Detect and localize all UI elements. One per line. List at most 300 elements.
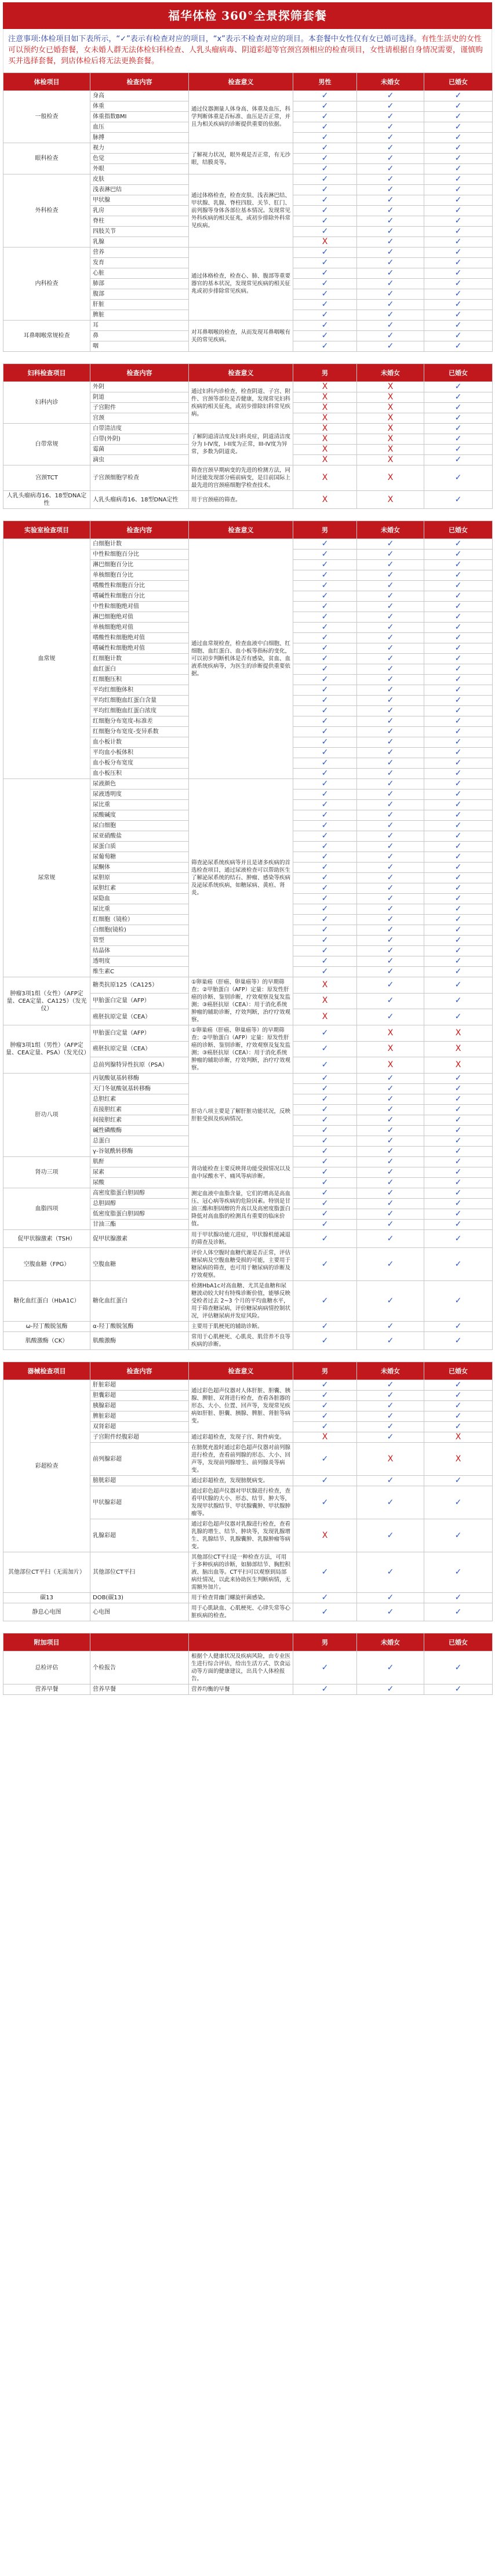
check-icon: ✓ (387, 706, 394, 715)
male-mark (293, 591, 357, 602)
exam-item: 子宫附件经腹彩超 (90, 1432, 189, 1443)
check-icon: ✓ (321, 1094, 329, 1104)
check-icon: ✓ (454, 716, 462, 726)
exam-item: 淋巴细胞百分比 (90, 560, 189, 570)
exam-item: 血红蛋白 (90, 664, 189, 675)
married-female-mark (424, 560, 493, 570)
header-cell: 检查内容 (90, 521, 189, 539)
header-cell: 体检项目 (3, 73, 90, 91)
check-icon: ✓ (387, 842, 394, 851)
table-row (3, 1603, 493, 1621)
cross-icon: X (322, 445, 328, 454)
male-mark (293, 164, 357, 174)
exam-meaning: 通过体格检查，检查皮肤、浅表淋巴结、甲状腺、乳腺、脊柱四肢、关节、肛门、前列腺等身体各部位基本情况。发现常见外科疾病的相关征兆，或初步排除外科常见疾病。 (189, 174, 293, 248)
exam-item: 尿亚硝酸盐 (90, 831, 189, 842)
check-icon: ✓ (387, 164, 394, 173)
male-mark (293, 1009, 357, 1025)
check-icon: ✓ (454, 122, 462, 132)
married-female-mark (424, 956, 493, 967)
exam-meaning: 主要用于肌梗死的辅助诊断。 (189, 1322, 293, 1332)
check-icon: ✓ (387, 216, 394, 225)
check-icon: ✓ (454, 779, 462, 788)
check-icon: ✓ (387, 737, 394, 747)
cross-icon: X (322, 980, 328, 989)
check-icon: ✓ (454, 675, 462, 684)
married-female-mark (424, 1025, 493, 1042)
male-mark (293, 206, 357, 216)
married-female-mark (424, 227, 493, 237)
exam-item: 脾脏彩超 (90, 1411, 189, 1422)
unmarried-female-mark (357, 310, 424, 321)
check-icon: ✓ (387, 1593, 394, 1602)
married-female-mark (424, 133, 493, 143)
exam-item: 胰腺彩超 (90, 1401, 189, 1411)
married-female-mark (424, 1248, 493, 1281)
male-mark (293, 1651, 357, 1684)
check-icon: ✓ (454, 706, 462, 715)
check-icon: ✓ (454, 174, 462, 184)
cross-icon: X (322, 455, 328, 464)
check-icon: ✓ (321, 727, 329, 736)
exam-item: 尿比重 (90, 904, 189, 915)
married-female-mark (424, 1332, 493, 1350)
male-mark (293, 894, 357, 904)
exam-meaning: 通过彩色超声仪器对甲状腺进行检查，查看甲状腺的大小、形态、结节、肿大等，发现甲状腺结节、甲状腺囊肿、甲状腺肿瘤等。 (189, 1486, 293, 1519)
exam-item: 单核细胞绝对值 (90, 623, 189, 633)
check-icon: ✓ (321, 810, 329, 820)
married-female-mark (424, 570, 493, 581)
married-female-mark (424, 331, 493, 341)
check-icon: ✓ (321, 1296, 329, 1305)
exam-category: 肝功八项 (3, 1074, 90, 1157)
check-icon: ✓ (387, 341, 394, 351)
check-icon: ✓ (454, 279, 462, 288)
check-icon: ✓ (321, 1136, 329, 1145)
male-mark (293, 1178, 357, 1188)
check-icon: ✓ (387, 789, 394, 799)
exam-category: 血脂四项 (3, 1188, 90, 1230)
exam-item: 糖类抗原125（CA125） (90, 977, 189, 994)
unmarried-female-mark (357, 602, 424, 612)
cross-icon: X (455, 1454, 461, 1464)
spacer-cell (3, 509, 493, 521)
check-icon: ✓ (454, 883, 462, 893)
cross-icon: X (322, 424, 328, 433)
exam-item: 子宫附件 (90, 403, 189, 413)
exam-item: 发育 (90, 258, 189, 268)
unmarried-female-mark (357, 174, 424, 185)
exam-item: 间接胆红素 (90, 1115, 189, 1126)
unmarried-female-mark (357, 216, 424, 227)
table-row (3, 1332, 493, 1350)
male-mark (293, 310, 357, 321)
section-header-row (3, 1633, 493, 1651)
male-mark (293, 727, 357, 737)
check-icon: ✓ (387, 1094, 394, 1104)
cross-icon: X (387, 473, 394, 482)
exam-meaning: 评价人体空腹时血糖代谢是否正常，评估糖尿病及空腹血糖受损的可能，主要用于糖尿病的筛查，也可用于糖尿病的诊断及疗效观察。 (189, 1248, 293, 1281)
table-row (3, 539, 493, 550)
exam-category: 肿瘤3项1组（女性）（AFP定量、CEA定量、CA125）（发光仪） (3, 977, 90, 1025)
table-row (3, 1684, 493, 1695)
check-icon: ✓ (321, 206, 329, 215)
check-icon: ✓ (454, 143, 462, 152)
married-female-mark (424, 654, 493, 664)
married-female-mark (424, 1126, 493, 1136)
exam-item: 尿液颜色 (90, 779, 189, 789)
check-icon: ✓ (321, 91, 329, 100)
check-icon: ✓ (387, 696, 394, 705)
married-female-mark (424, 1188, 493, 1199)
unmarried-female-mark (357, 904, 424, 915)
check-icon: ✓ (454, 748, 462, 757)
check-icon: ✓ (387, 602, 394, 611)
married-female-mark (424, 268, 493, 279)
male-mark (293, 133, 357, 143)
check-icon: ✓ (321, 748, 329, 757)
check-icon: ✓ (321, 696, 329, 705)
unmarried-female-mark (357, 1025, 424, 1042)
exam-category: 空腹血糖（FPG） (3, 1248, 90, 1281)
check-icon: ✓ (321, 664, 329, 674)
check-icon: ✓ (454, 1684, 462, 1694)
male-mark (293, 143, 357, 154)
married-female-mark (424, 1147, 493, 1157)
check-icon: ✓ (454, 473, 462, 482)
exam-item: 低密度脂蛋白胆固醇 (90, 1209, 189, 1220)
check-icon: ✓ (321, 331, 329, 340)
married-female-mark (424, 737, 493, 748)
check-icon: ✓ (454, 392, 462, 402)
unmarried-female-mark (357, 946, 424, 956)
unmarried-female-mark (357, 925, 424, 936)
unmarried-female-mark (357, 1178, 424, 1188)
check-icon: ✓ (321, 341, 329, 351)
check-icon: ✓ (454, 1105, 462, 1114)
check-icon: ✓ (454, 1167, 462, 1177)
unmarried-female-mark (357, 382, 424, 392)
male-mark (293, 1074, 357, 1084)
unmarried-female-mark (357, 873, 424, 883)
exam-item: 透明度 (90, 956, 189, 967)
married-female-mark (424, 1230, 493, 1248)
exam-item: 尿蛋白质 (90, 842, 189, 852)
check-icon: ✓ (387, 810, 394, 820)
check-icon: ✓ (387, 1401, 394, 1410)
married-female-mark (424, 1136, 493, 1147)
unmarried-female-mark (357, 956, 424, 967)
exam-item: 鼻 (90, 331, 189, 341)
check-icon: ✓ (454, 382, 462, 391)
check-icon: ✓ (454, 1296, 462, 1305)
check-icon: ✓ (387, 1380, 394, 1389)
exam-meaning: ①卵巢癌（肝癌、卵巢癌等）的早期筛查；②甲胎蛋白（AFP）定量：原发性肝癌的诊断、鉴别诊断，疗效观察及复发监测；③癌胚抗原（CEA）：用于消化系统肿瘤的辅助诊断，疗效判断，治疗疗效观察。 (189, 977, 293, 1025)
male-mark (293, 925, 357, 936)
cross-icon: X (387, 494, 394, 504)
married-female-mark (424, 1411, 493, 1422)
married-female-mark (424, 1401, 493, 1411)
exam-item: 耳 (90, 321, 189, 331)
check-icon: ✓ (387, 539, 394, 548)
married-female-mark (424, 1486, 493, 1519)
cross-icon: X (455, 1028, 461, 1038)
check-icon: ✓ (454, 654, 462, 663)
exam-item: 宫颈 (90, 413, 189, 424)
male-mark (293, 1199, 357, 1209)
unmarried-female-mark (357, 591, 424, 602)
male-mark (293, 602, 357, 612)
section-spacer (3, 1621, 493, 1633)
married-female-mark (424, 831, 493, 842)
check-icon: ✓ (321, 967, 329, 976)
unmarried-female-mark (357, 133, 424, 143)
exam-category: 妇科内诊 (3, 382, 90, 424)
unmarried-female-mark (357, 1248, 424, 1281)
unmarried-female-mark (357, 1552, 424, 1593)
unmarried-female-mark (357, 1009, 424, 1025)
check-icon: ✓ (454, 248, 462, 257)
check-icon: ✓ (454, 1234, 462, 1243)
check-icon: ✓ (321, 227, 329, 236)
male-mark (293, 821, 357, 831)
table-row (3, 143, 493, 154)
unmarried-female-mark (357, 403, 424, 413)
table-row (3, 1322, 493, 1332)
cross-icon: X (322, 392, 328, 402)
check-icon: ✓ (454, 633, 462, 642)
cross-icon: X (387, 1060, 394, 1070)
table-row (3, 977, 493, 994)
exam-item: 个检报告 (90, 1651, 189, 1684)
married-female-mark (424, 1422, 493, 1432)
male-mark (293, 706, 357, 716)
check-icon: ✓ (454, 1336, 462, 1345)
male-mark (293, 560, 357, 570)
unmarried-female-mark (357, 612, 424, 623)
exam-category: 眼科检查 (3, 143, 90, 174)
header-cell: 未婚女 (357, 1633, 424, 1651)
check-icon: ✓ (387, 1012, 394, 1022)
male-mark (293, 237, 357, 248)
married-female-mark (424, 873, 493, 883)
unmarried-female-mark (357, 1332, 424, 1350)
married-female-mark (424, 696, 493, 706)
unmarried-female-mark (357, 758, 424, 769)
check-icon: ✓ (321, 248, 329, 257)
male-mark (293, 612, 357, 623)
male-mark (293, 1167, 357, 1178)
table-row (3, 382, 493, 392)
check-icon: ✓ (387, 863, 394, 872)
male-mark (293, 1391, 357, 1401)
married-female-mark (424, 1432, 493, 1443)
married-female-mark (424, 591, 493, 602)
exam-item: 总胆红素 (90, 1094, 189, 1105)
header-cell: 实验室检查项目 (3, 521, 90, 539)
unmarried-female-mark (357, 1230, 424, 1248)
exam-item: 嗜碱性粒细胞绝对值 (90, 643, 189, 654)
header-cell (189, 1633, 293, 1651)
check-icon: ✓ (321, 1220, 329, 1229)
unmarried-female-mark (357, 341, 424, 352)
check-icon: ✓ (321, 758, 329, 767)
male-mark (293, 248, 357, 258)
check-icon: ✓ (321, 863, 329, 872)
unmarried-female-mark (357, 465, 424, 491)
unmarried-female-mark (357, 706, 424, 716)
male-mark (293, 769, 357, 779)
male-mark (293, 956, 357, 967)
male-mark (293, 810, 357, 821)
male-mark (293, 675, 357, 685)
unmarried-female-mark (357, 1401, 424, 1411)
married-female-mark (424, 154, 493, 164)
male-mark (293, 904, 357, 915)
exam-item: 碱性磷酸酶 (90, 1126, 189, 1136)
check-icon: ✓ (454, 300, 462, 309)
check-icon: ✓ (454, 1476, 462, 1485)
check-icon: ✓ (321, 956, 329, 966)
check-icon: ✓ (454, 758, 462, 767)
male-mark (293, 1322, 357, 1332)
unmarried-female-mark (357, 491, 424, 509)
married-female-mark (424, 1281, 493, 1322)
table-row (3, 424, 493, 434)
exam-item: 血小板分布宽度 (90, 758, 189, 769)
check-icon: ✓ (387, 300, 394, 309)
check-icon: ✓ (454, 434, 462, 443)
cross-icon: X (387, 413, 394, 423)
exam-category: 营养早餐 (3, 1684, 90, 1695)
exam-item: 嗜碱性粒细胞百分比 (90, 591, 189, 602)
check-icon: ✓ (321, 925, 329, 934)
male-mark (293, 227, 357, 237)
married-female-mark (424, 967, 493, 977)
check-icon: ✓ (321, 1028, 329, 1038)
exam-category: ω-羟丁酸脱氢酶 (3, 1322, 90, 1332)
unmarried-female-mark (357, 716, 424, 727)
married-female-mark (424, 977, 493, 994)
male-mark (293, 195, 357, 206)
check-icon: ✓ (321, 195, 329, 205)
male-mark (293, 268, 357, 279)
notice (3, 29, 492, 72)
male-mark (293, 936, 357, 946)
male-mark (293, 539, 357, 550)
check-icon: ✓ (387, 779, 394, 788)
check-icon: ✓ (454, 1209, 462, 1218)
cross-icon: X (322, 403, 328, 412)
header-cell (90, 1633, 189, 1651)
unmarried-female-mark (357, 894, 424, 904)
check-icon: ✓ (321, 904, 329, 914)
male-mark (293, 570, 357, 581)
unmarried-female-mark (357, 1443, 424, 1476)
check-icon: ✓ (321, 591, 329, 601)
exam-item: 人乳头瘤病毒16、18型DNA定性 (90, 491, 189, 509)
male-mark (293, 696, 357, 706)
check-icon: ✓ (321, 1259, 329, 1269)
male-mark (293, 289, 357, 300)
check-icon: ✓ (321, 1167, 329, 1177)
table-row (3, 1157, 493, 1167)
married-female-mark (424, 143, 493, 154)
exam-item: 胆囊彩超 (90, 1391, 189, 1401)
check-icon: ✓ (321, 1188, 329, 1198)
check-icon: ✓ (387, 1432, 394, 1442)
married-female-mark (424, 550, 493, 560)
unmarried-female-mark (357, 237, 424, 248)
unmarried-female-mark (357, 623, 424, 633)
exam-category: 内科检查 (3, 248, 90, 321)
check-icon: ✓ (387, 185, 394, 194)
check-icon: ✓ (321, 643, 329, 653)
male-mark (293, 1281, 357, 1322)
check-icon: ✓ (321, 174, 329, 184)
check-icon: ✓ (454, 1593, 462, 1602)
unmarried-female-mark (357, 258, 424, 268)
exam-meaning: ①卵巢癌（肝癌、卵巢癌等）的早期筛查；②甲胎蛋白（AFP）定量：原发性肝癌的诊断、鉴别诊断，疗效观察及复发监测；③癌胚抗原（CEA）：用于消化系统肿瘤的辅助诊断，疗效判断，治疗疗效观察。 (189, 1025, 293, 1074)
check-icon: ✓ (387, 1234, 394, 1243)
exam-meaning: 通过血常规检查，检查血液中白细胞、红细胞、血红蛋白、血小板等指标的变化，可以初步判断机体是否有感染，贫血、血液系统疾病等，为医生的诊断提供重要依据。 (189, 539, 293, 779)
header-cell: 已婚女 (424, 1633, 493, 1651)
check-icon: ✓ (321, 216, 329, 225)
male-mark (293, 174, 357, 185)
check-icon: ✓ (321, 1074, 329, 1083)
exam-item: 红细胞压积 (90, 675, 189, 685)
check-icon: ✓ (321, 581, 329, 590)
married-female-mark (424, 237, 493, 248)
exam-item: 尿液透明度 (90, 789, 189, 800)
table-row (3, 321, 493, 331)
unmarried-female-mark (357, 1422, 424, 1432)
male-mark (293, 1126, 357, 1136)
married-female-mark (424, 1057, 493, 1074)
check-icon: ✓ (387, 821, 394, 830)
check-icon: ✓ (387, 143, 394, 152)
unmarried-female-mark (357, 915, 424, 925)
exam-item: 尿隐血 (90, 894, 189, 904)
cross-icon: X (322, 237, 328, 246)
unmarried-female-mark (357, 1281, 424, 1322)
check-icon: ✓ (321, 133, 329, 142)
exam-item: 促甲状腺激素 (90, 1230, 189, 1248)
exam-item: 癌胚抗原定量（CEA） (90, 1009, 189, 1025)
married-female-mark (424, 821, 493, 831)
male-mark (293, 1411, 357, 1422)
check-icon: ✓ (321, 716, 329, 726)
married-female-mark (424, 1157, 493, 1167)
check-icon: ✓ (321, 1234, 329, 1243)
check-icon: ✓ (387, 1411, 394, 1421)
exam-meaning: 了解视力状况，眼外观是否正常，有无沙眼，结膜炎等。 (189, 143, 293, 174)
exam-item: 红细胞分布宽度-标准差 (90, 716, 189, 727)
section-spacer (3, 509, 493, 521)
exam-item: 癌胚抗原定量（CEA） (90, 1041, 189, 1057)
table-row (3, 1281, 493, 1322)
check-icon: ✓ (454, 1126, 462, 1135)
check-icon: ✓ (387, 1336, 394, 1345)
unmarried-female-mark (357, 539, 424, 550)
check-icon: ✓ (454, 842, 462, 851)
header-cell: 检查意义 (189, 73, 293, 91)
exam-meaning: 筛查宫颈早期病变的先进的检测方法，同时还能发现部分癌前病变，是目前国际上最先进的宫颈癌细胞学检查技术。 (189, 465, 293, 491)
check-icon: ✓ (321, 258, 329, 267)
exam-item: 尿比重 (90, 800, 189, 810)
check-icon: ✓ (454, 206, 462, 215)
exam-item: 中性粒细胞百分比 (90, 550, 189, 560)
check-icon: ✓ (387, 873, 394, 882)
